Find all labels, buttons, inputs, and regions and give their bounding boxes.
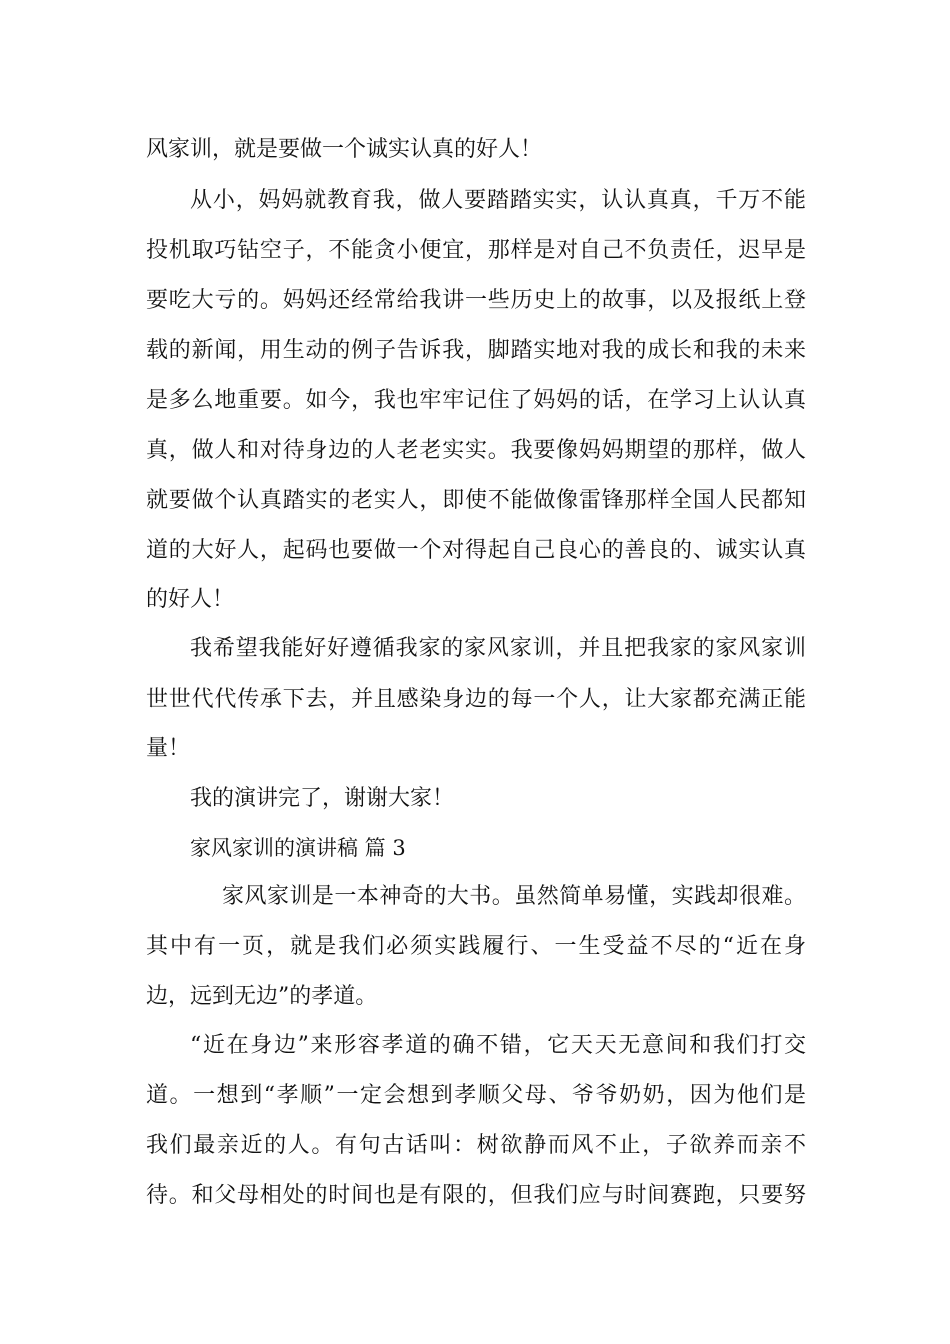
- paragraph-line: 风家训，就是要做一个诚实认真的好人！: [146, 137, 543, 162]
- paragraph-line: 我的演讲完了，谢谢大家！: [190, 786, 455, 811]
- paragraph-line: 就要做个认真踏实的老实人，即使不能做像雷锋那样全国人民都知: [146, 488, 806, 513]
- paragraph-line: 道。一想到“孝顺”一定会想到孝顺父母、爷爷奶奶，因为他们是: [146, 1083, 806, 1108]
- paragraph-line: 载的新闻，用生动的例子告诉我，脚踏实地对我的成长和我的未来: [146, 338, 806, 363]
- paragraph-line: 待。和父母相处的时间也是有限的，但我们应与时间赛跑，只要努: [146, 1183, 806, 1208]
- paragraph-line: 我们最亲近的人。有句古话叫：树欲静而风不止，子欲养而亲不: [146, 1133, 806, 1158]
- paragraph-line: 世世代代传承下去，并且感染身边的每一个人，让大家都充满正能: [146, 687, 806, 712]
- paragraph-line: 是多么地重要。如今，我也牢牢记住了妈妈的话，在学习上认认真: [146, 388, 806, 413]
- paragraph-line: 道的大好人，起码也要做一个对得起自己良心的善良的、诚实认真: [146, 538, 806, 563]
- paragraph-line: 边，远到无边”的孝道。: [146, 984, 378, 1009]
- paragraph-line: 家风家训是一本神奇的大书。虽然简单易懂，实践却很难。: [222, 884, 806, 909]
- paragraph-line: 其中有一页，就是我们必须实践履行、一生受益不尽的“近在身: [146, 934, 806, 959]
- paragraph-line: 我希望我能好好遵循我家的家风家训，并且把我家的家风家训: [190, 636, 806, 661]
- paragraph-line: 的好人！: [146, 587, 235, 612]
- paragraph-line: 量！: [146, 736, 191, 761]
- paragraph-line: 真，做人和对待身边的人老老实实。我要像妈妈期望的那样，做人: [146, 438, 806, 463]
- paragraph-line: “近在身边”来形容孝道的确不错，它天天无意间和我们打交: [190, 1033, 806, 1058]
- paragraph-line: 从小，妈妈就教育我，做人要踏踏实实，认认真真，千万不能: [190, 188, 806, 213]
- paragraph-line: 要吃大亏的。妈妈还经常给我讲一些历史上的故事，以及报纸上登: [146, 288, 806, 313]
- section-heading: 家风家训的演讲稿 篇 3: [190, 836, 406, 860]
- paragraph-line: 投机取巧钻空子，不能贪小便宜，那样是对自己不负责任，迟早是: [146, 238, 806, 263]
